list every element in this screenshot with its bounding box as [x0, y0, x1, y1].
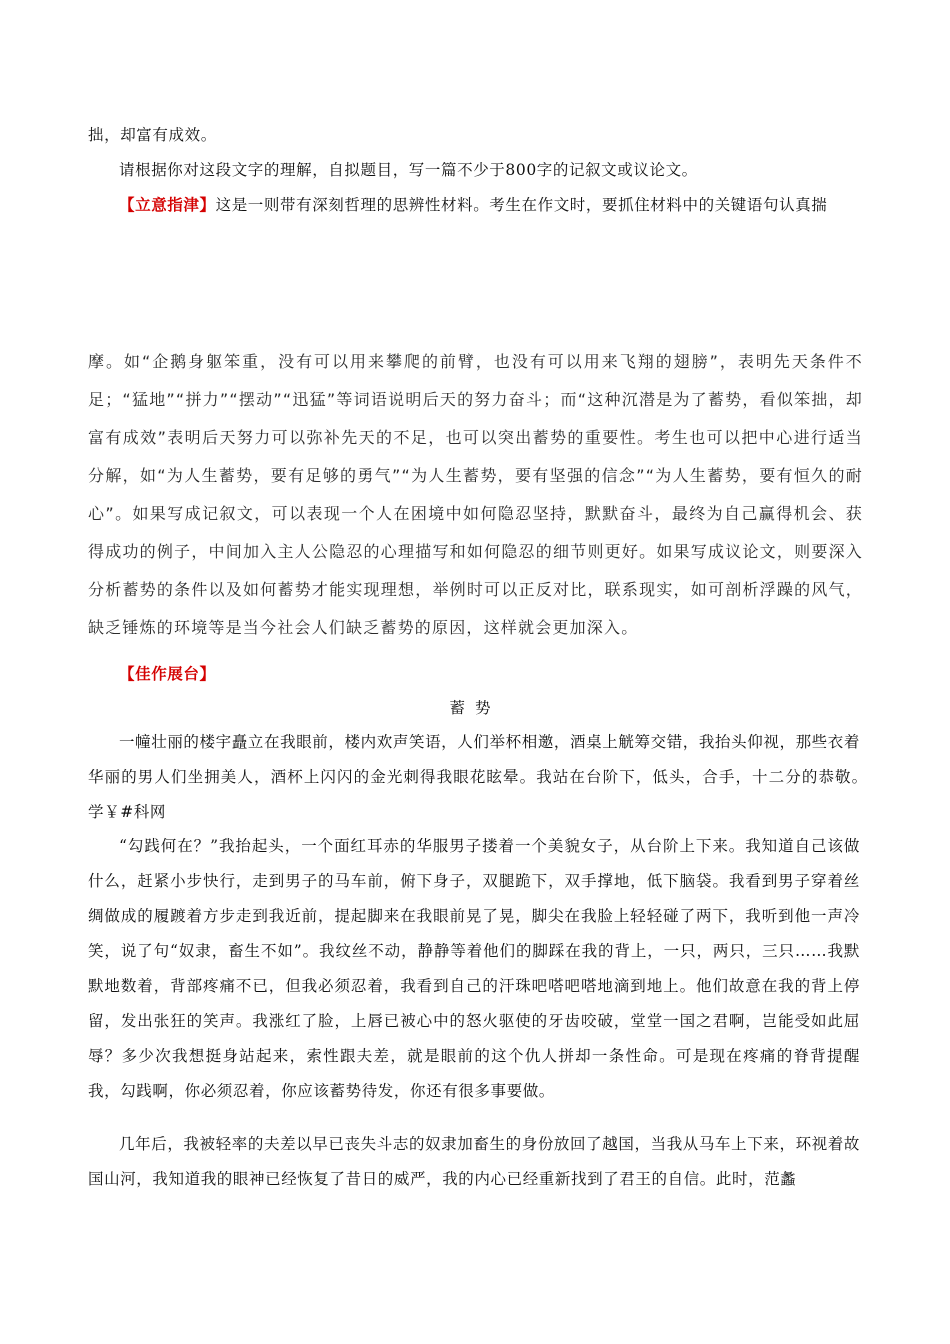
essay-paragraph-3: 几年后，我被轻率的夫差以早已丧失斗志的奴隶加畜生的身份放回了越国，当我从马车上下来，环视着故国山河，我知道我的眼神已经恢复了昔日的威严，我的内心已经重新找到了君王的自信。此时，范蠡	[88, 1135, 860, 1188]
showcase-heading	[88, 657, 860, 692]
guidance-first-line	[88, 188, 860, 223]
intro-line: 拙，却富有成效。	[88, 126, 217, 144]
essay-paragraph-2: “勾践何在？”我抬起头，一个面红耳赤的华服男子搂着一个美貌女子，从台阶上下来。我知道自己该做什么，赶紧小步快行，走到男子的马车前，俯下身子，双腿跪下，双手撑地，低下脑袋。我看到男子穿着丝绸做成的履踱着方步走到我近前，提起脚来在我眼前晃了晃，脚尖在我脸上轻轻碰了两下，我听到他一声冷笑，说了句“奴隶，畜生不如”。我纹丝不动，静静等着他们的脚踩在我的背上，一只，两只，三只……我默默地数着，背部疼痛不已，但我必须忍着，我看到自己的汗珠吧嗒吧嗒地滴到地上。他们故意在我的背上停留，发出张狂的笑声。我涨红了脸，上唇已被心中的怒火驱使的牙齿咬破，堂堂一国之君啊，岂能受如此屈辱？多少次我想挺身站起来，索性跟夫差，就是眼前的这个仇人拼却一条性命。可是现在疼痛的脊背提醒我，勾践啊，你必须忍着，你应该蓄势待发，你还有很多事要做。	[88, 837, 860, 1100]
showcase-label: 【佳作展台】	[119, 665, 216, 683]
essay-paragraph-1: 一幢壮丽的楼宇矗立在我眼前，楼内欢声笑语，人们举杯相邀，酒桌上觥筹交错，我抬头仰视，那些衣着华丽的男人们坐拥美人，酒杯上闪闪的金光刺得我眼花眩晕。我站在台阶下，低头，合手，十二分的恭敬。 学￥#科网	[88, 733, 877, 821]
guidance-first-text: 这是一则带有深刻哲理的思辨性材料。考生在作文时，要抓住材料中的关键语句认真揣	[215, 196, 828, 214]
essay-title: 蓄势	[449, 699, 501, 717]
writing-prompt: 请根据你对这段文字的理解，自拟题目，写一篇不少于800字的记叙文或议论文。	[119, 161, 698, 179]
guidance-label: 【立意指津】	[119, 196, 216, 214]
guidance-body: 摩。如“企鹅身躯笨重，没有可以用来攀爬的前臂，也没有可以用来飞翔的翅膀”，表明先天条件不足；“猛地”“拼力”“摆动”“迅猛”等词语说明后天的努力奋斗；而“这种沉潜是为了蓄势，看似笨拙，却富有成效”表明后天努力可以弥补先天的不足，也可以突出蓄势的重要性。考生也可以把中心进行适当分解，如“为人生蓄势，要有足够的勇气”“为人生蓄势，要有坚强的信念”“为人生蓄势，要有恒久的耐心”。如果写成记叙文，可以表现一个人在困境中如何隐忍坚持，默默奋斗，最终为自己赢得机会、获得成功的例子，中间加入主人公隐忍的心理描写和如何隐忍的细节则更好。如果写成议论文，则要深入分析蓄势的条件以及如何蓄势才能实现理想，举例时可以正反对比，联系现实，如可剖析浮躁的风气，缺乏锤炼的环境等是当今社会人们缺乏蓄势的原因，这样就会更加深入。	[88, 352, 863, 637]
